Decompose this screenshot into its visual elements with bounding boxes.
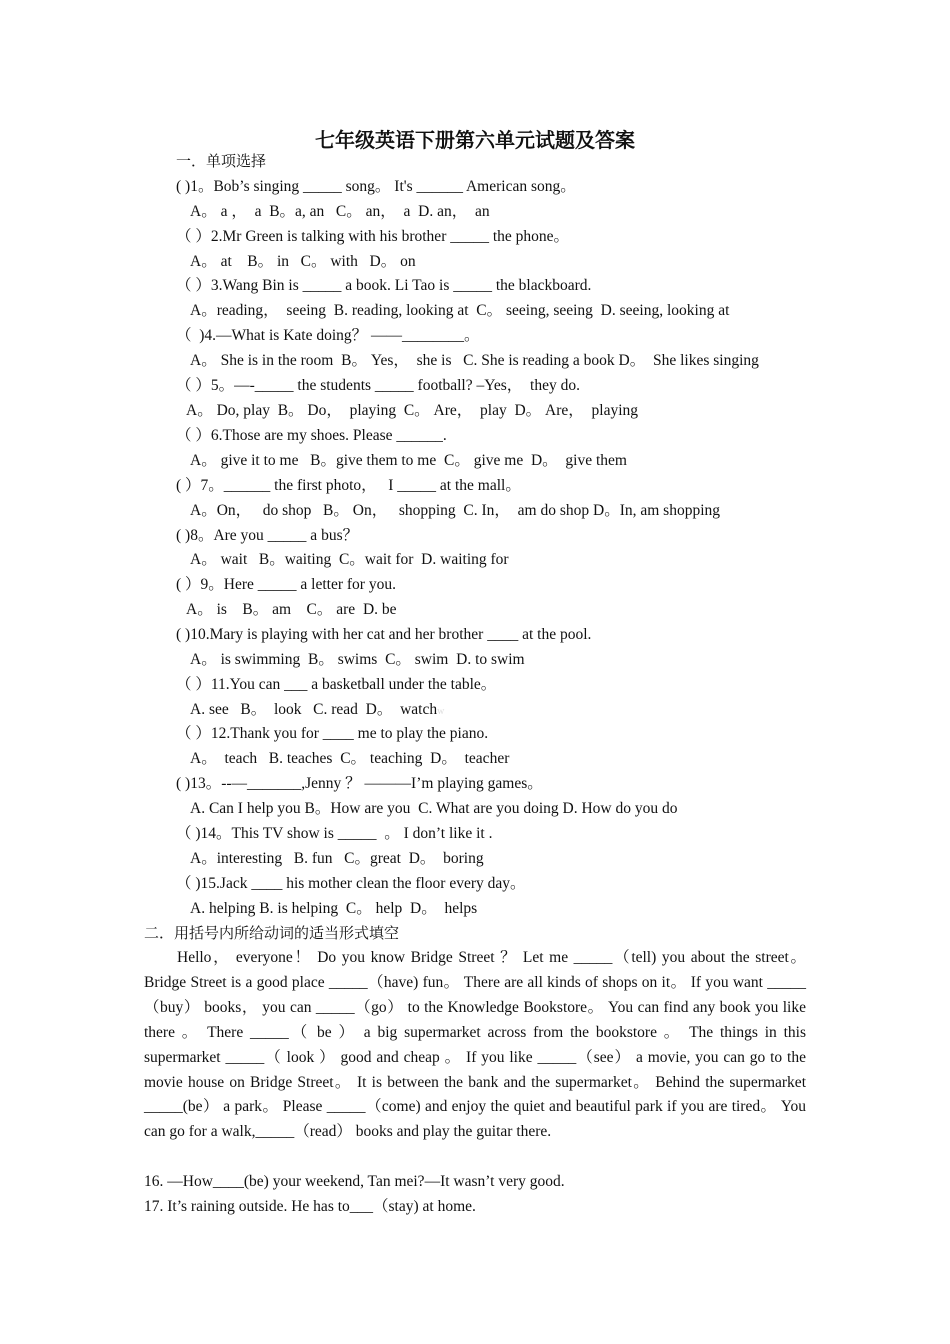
question-9: ( ）9。Here _____ a letter for you.: [176, 576, 396, 593]
options-9: A。 is B。 am C。 are D. be: [186, 601, 397, 618]
question-11: （ ）11.You can ___ a basketball under the table。: [176, 676, 497, 693]
options-3: A。reading， seeing B. reading, looking at C。 seeing, seeing D. seeing, looking at: [190, 302, 730, 319]
options-15: A. helping B. is helping C。 help D。 helps: [190, 900, 478, 917]
question-2: （ ）2.Mr Green is talking with his brother _____ the phone。: [176, 228, 570, 245]
options-7: A。On， do shop B。 On， shopping C. In， am do shop D。In, am shopping: [190, 502, 721, 519]
options-11: [190, 700, 444, 720]
question-5: （ ）5。—-_____ the students _____ football? –Yes， they do.: [176, 377, 580, 394]
question-13: ( )13。--—_______,Jenny ？ ———I’m playing games。: [176, 775, 543, 792]
question-6: （ ）6.Those are my shoes. Please ______.: [176, 427, 447, 444]
question-7: ( ）7。______ the first photo， I _____ at the mall。: [176, 477, 521, 494]
document-title: 七年级英语下册第六单元试题及答案: [315, 128, 635, 152]
options-11-text: A. see B。 look C. read D。 watch: [190, 701, 438, 718]
options-10: A。 is swimming B。 swims C。 swim D. to swim: [190, 651, 525, 668]
section-heading-1: 一．单项选择: [176, 152, 267, 170]
options-6: A。 give it to me B。give them to me C。 give me D。 give them: [190, 452, 627, 469]
question-8: ( )8。Are you _____ a bus？: [176, 527, 359, 544]
options-5: A。 Do, play B。 Do， playing C。 Are， play D。 Are， playing: [186, 402, 639, 419]
question-1: ( )1。Bob’s singing _____ song。 It's ______ American song。: [176, 178, 576, 195]
question-12: （ ）12.Thank you for ____ me to play the piano.: [176, 725, 489, 742]
options-1: A。 a ， a B。a, an C。 an， a D. an， an: [190, 203, 490, 220]
options-2: A。 at B。 in C。 with D。 on: [190, 253, 416, 270]
fill-in-passage: Hello， everyone！ Do you know Bridge Street ？ Let me _____（tell) you about the street。 Bridge Street is a good place _____（have) fun。 There are all kinds of shops on it。 If you want _____（buy） books， you can _____（go） to the Knowledge Bookstore。 You can find any book you like there 。 There _____（ be ） a big supermarket across from the bookstore 。 The things in this supermarket _____（ look ） good and cheap 。 If you like _____（see） a movie, you can go to the movie house on Bridge Street。 It is between the bank and the supermarket。 Behind the supermarket _____(be） a park。 Please _____（come) and enjoy the quiet and beautiful park if you are tired。 You can go for a walk,_____（read） books and play the guitar there.: [144, 949, 806, 1141]
question-15: （ )15.Jack ____ his mother clean the floor every day。: [176, 875, 526, 892]
question-17: 17. It’s raining outside. He has to___（stay) at home.: [144, 1198, 476, 1215]
options-13: A. Can I help you B。How are you C. What are you doing D. How do you do: [190, 800, 678, 817]
question-14: （ )14。This TV show is _____ 。 I don’t like it .: [176, 825, 493, 842]
options-12: A。 teach B. teaches C。 teaching D。 teacher: [190, 750, 510, 767]
options-8: A。 wait B。waiting C。wait for D. waiting for: [190, 551, 509, 568]
question-3: （ ）3.Wang Bin is _____ a book. Li Tao is _____ the blackboard.: [176, 277, 592, 294]
section-heading-2: 二．用括号内所给动词的适当形式填空: [144, 924, 400, 942]
faint-watermark-mark: w: [437, 706, 445, 717]
question-4: （ )4.—What is Kate doing？ ——________。: [176, 327, 480, 344]
question-10: ( )10.Mary is playing with her cat and her brother ____ at the pool.: [176, 626, 592, 643]
options-4: A。 She is in the room B。 Yes， she is C. She is reading a book D。 She likes singing: [190, 352, 759, 369]
options-14: A。interesting B. fun C。great D。 boring: [190, 850, 484, 867]
question-16: 16. —How____(be) your weekend, Tan mei?—It wasn’t very good.: [144, 1173, 565, 1190]
